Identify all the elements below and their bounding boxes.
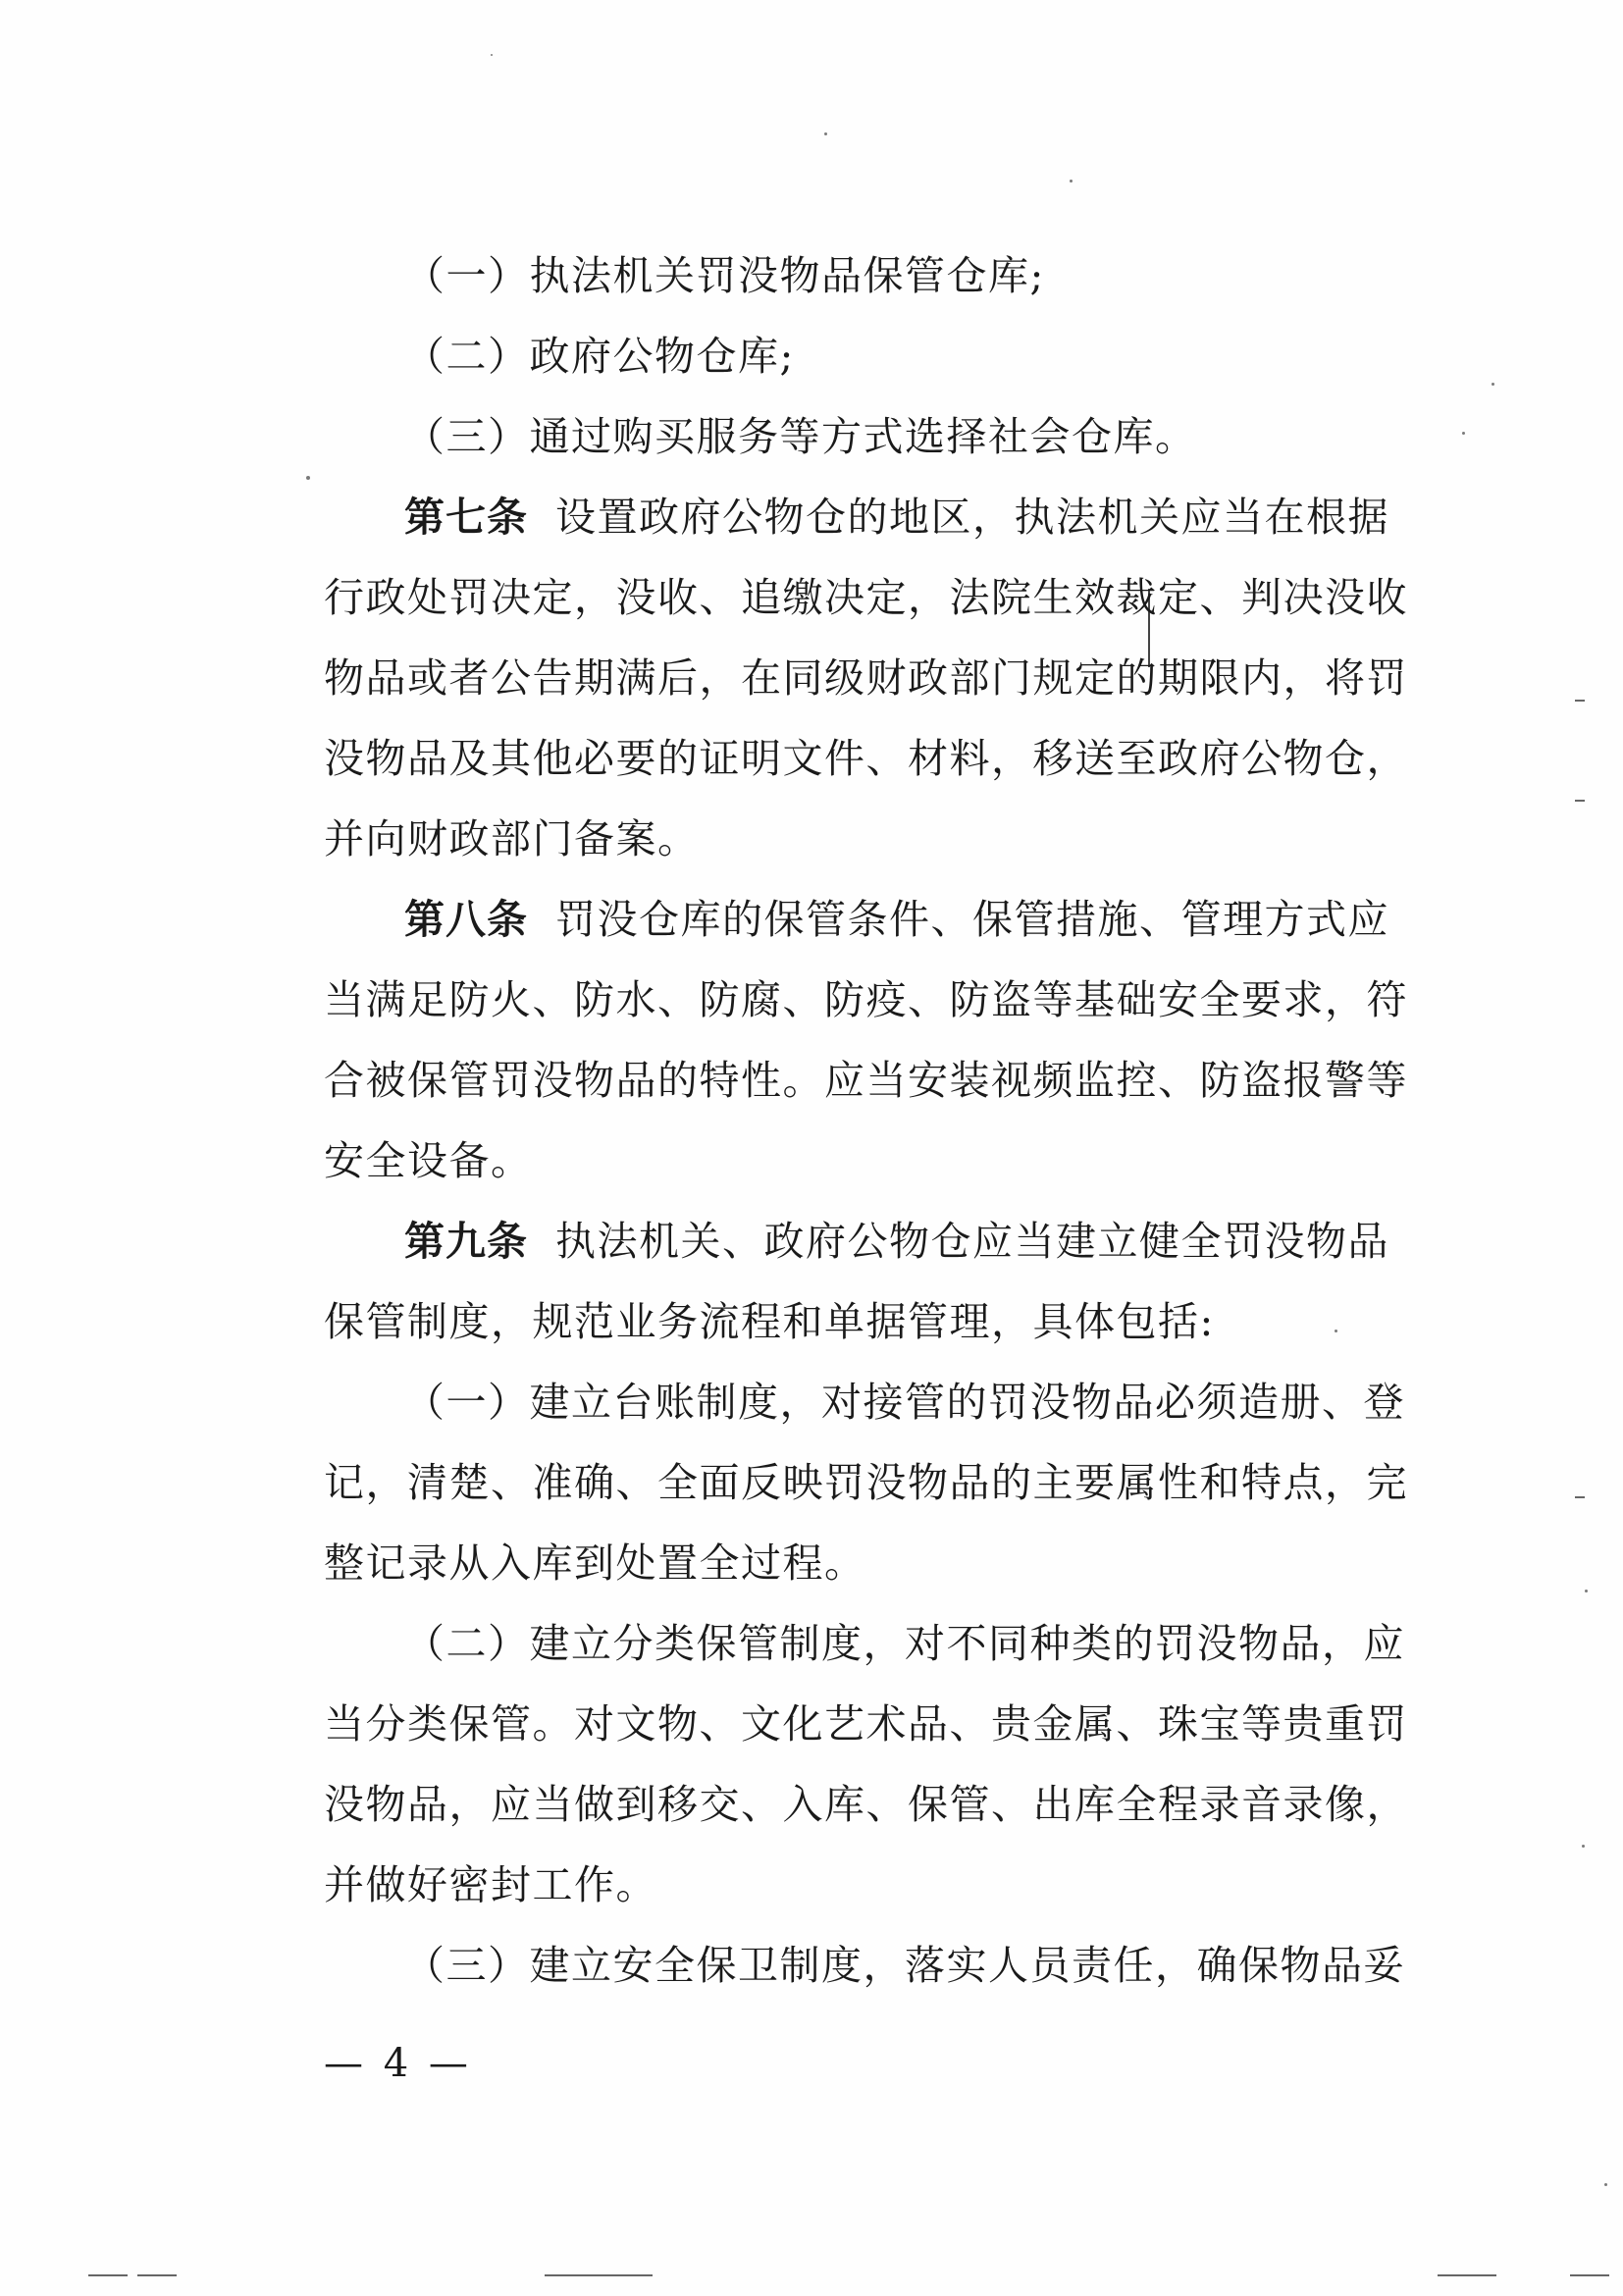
document-body [324,235,1413,2006]
list-item [324,235,1413,316]
line-text: 罚没仓库的保管条件、保管措施、管理方式应 [555,896,1389,943]
body-line [324,960,1413,1040]
article-heading: 第七条 [404,494,528,541]
scan-mark [1575,700,1585,702]
scan-edge-mark [137,2274,177,2276]
article-line [324,879,1413,960]
body-line [324,557,1413,638]
list-item [324,1603,1413,1684]
list-item [324,316,1413,396]
scan-speck [1585,1590,1588,1592]
scan-speck [1604,2183,1607,2186]
line-text: （三）建立安全保卫制度，落实人员责任，确保物品妥 [404,1942,1405,1989]
line-text: 保管制度，规范业务流程和单据管理，具体包括: [324,1298,1215,1345]
body-line [324,638,1413,718]
scan-mark [1575,1496,1585,1498]
line-text: 没物品，应当做到移交、入库、保管、出库全程录音录像， [324,1781,1408,1828]
line-text: 并做好密封工作。 [324,1861,657,1908]
scan-speck [1582,1845,1585,1848]
article-line [324,477,1413,557]
line-text: （二）建立分类保管制度，对不同种类的罚没物品，应 [404,1620,1405,1667]
body-line [324,799,1413,879]
scan-speck [491,54,493,56]
list-item [324,1925,1413,2006]
line-text: 物品或者公告期满后，在同级财政部门规定的期限内，将罚 [324,654,1408,702]
body-line [324,718,1413,799]
scan-edge-mark [88,2274,128,2276]
line-text: 设置政府公物仓的地区，执法机关应当在根据 [555,494,1389,541]
line-text: （二）政府公物仓库; [404,333,795,380]
line-text: 安全设备。 [324,1137,533,1184]
page-number: — 4 — [324,2041,472,2086]
body-line [324,1684,1413,1764]
article-heading: 第九条 [404,1218,528,1265]
list-item [324,396,1413,477]
scan-edge-mark [545,2274,653,2276]
scan-edge-mark [1570,2274,1609,2276]
scan-speck [824,132,827,135]
scan-speck [306,476,310,480]
body-line [324,1523,1413,1603]
line-text: （一）执法机关罚没物品保管仓库; [404,252,1045,299]
body-line [324,1281,1413,1362]
line-text: 行政处罚决定，没收、追缴决定，法院生效裁定、判决没收 [324,574,1408,621]
line-text: 当满足防火、防水、防腐、防疫、防盗等基础安全要求，符 [324,976,1408,1023]
line-text: 整记录从入库到处置全过程。 [324,1539,866,1587]
body-line [324,1845,1413,1925]
line-text: 合被保管罚没物品的特性。应当安装视频监控、防盗报警等 [324,1057,1408,1104]
article-heading: 第八条 [404,896,528,943]
scan-speck [1462,432,1465,435]
line-text: （一）建立台账制度，对接管的罚没物品必须造册、登 [404,1379,1405,1426]
body-line [324,1121,1413,1201]
body-line [324,1442,1413,1523]
list-item [324,1362,1413,1442]
scan-mark [1575,800,1585,802]
line-text: 没物品及其他必要的证明文件、材料，移送至政府公物仓， [324,735,1408,782]
scan-speck [1070,180,1073,183]
line-text: 记，清楚、准确、全面反映罚没物品的主要属性和特点，完 [324,1459,1408,1506]
line-text: 执法机关、政府公物仓应当建立健全罚没物品 [555,1218,1389,1265]
body-line [324,1040,1413,1121]
line-text: 当分类保管。对文物、文化艺术品、贵金属、珠宝等贵重罚 [324,1700,1408,1748]
line-text: （三）通过购买服务等方式选择社会仓库。 [404,413,1197,460]
scan-speck [1492,383,1494,386]
body-line [324,1764,1413,1845]
scan-edge-mark [1438,2274,1496,2276]
line-text: 并向财政部门备案。 [324,815,700,862]
article-line [324,1201,1413,1281]
